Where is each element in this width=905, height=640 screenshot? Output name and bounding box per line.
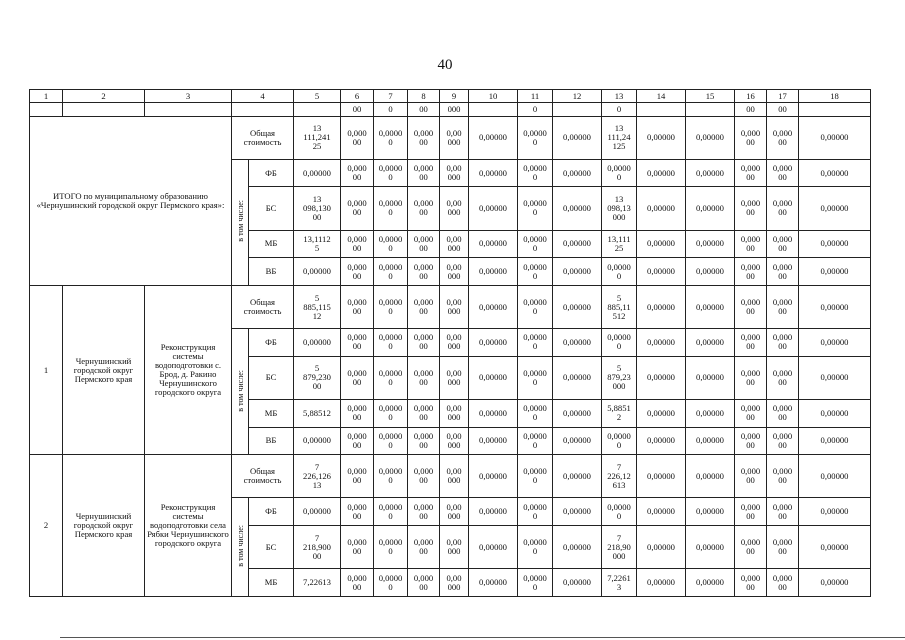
value-cell: 0,00000 [637,356,686,399]
object-name: Реконструкция системы водоподготовки с. Брод, д. Ракино Чернушинского городского округа [145,285,232,454]
including-text: в том числе: [235,525,245,568]
value-cell: 0,00000 [799,258,871,286]
value-cell: 0,00000 [553,116,602,159]
value-cell: 0,00000 [469,569,518,597]
value-cell: 0,00000 [799,526,871,569]
value-cell: 0,000 00 [767,455,799,498]
carry-cell [232,103,294,116]
header-col-5: 5 [294,90,341,103]
value-cell: 0,0000 0 [518,329,553,357]
value-cell: 0,00000 [799,285,871,328]
value-cell: 0,000 00 [341,329,374,357]
carry-cell: 00 [341,103,374,116]
value-cell: 0,0000 0 [518,356,553,399]
row-label: БС [249,187,294,230]
value-cell: 0,00000 [686,569,735,597]
value-cell: 0,000 00 [408,399,440,427]
value-cell: 0,000 00 [408,455,440,498]
header-col-1: 1 [30,90,63,103]
value-cell: 0,00000 [294,498,341,526]
value-cell: 0,00 000 [440,230,469,258]
value-cell: 0,00000 [637,187,686,230]
value-cell: 0,00000 [637,230,686,258]
header-col-12: 12 [553,90,602,103]
value-cell: 0,0000 0 [374,187,408,230]
value-cell: 0,00000 [799,498,871,526]
value-cell: 0,000 00 [735,526,767,569]
value-cell: 7 218,90 000 [602,526,637,569]
value-cell: 0,000 00 [341,285,374,328]
value-cell: 0,00000 [469,455,518,498]
value-cell: 0,000 00 [767,399,799,427]
value-cell: 7,2261 3 [602,569,637,597]
value-cell: 0,000 00 [767,526,799,569]
value-cell: 0,000 00 [735,399,767,427]
value-cell: 0,0000 0 [374,230,408,258]
value-cell: 5 885,11 512 [602,285,637,328]
row-label: ФБ [249,498,294,526]
value-cell: 0,000 00 [341,116,374,159]
value-cell: 0,00000 [799,329,871,357]
value-cell: 0,00 000 [440,427,469,455]
header-col-18: 18 [799,90,871,103]
value-cell: 0,0000 0 [374,285,408,328]
row-label: ФБ [249,159,294,187]
value-cell: 0,000 00 [735,230,767,258]
carry-cell: 0 [374,103,408,116]
value-cell: 0,0000 0 [518,455,553,498]
value-cell: 0,0000 0 [518,285,553,328]
value-cell: 0,000 00 [735,116,767,159]
value-cell: 0,000 00 [408,159,440,187]
value-cell: 0,000 00 [341,455,374,498]
value-cell: 5 885,115 12 [294,285,341,328]
value-cell: 0,00000 [469,498,518,526]
value-cell: 0,0000 0 [374,329,408,357]
value-cell: 0,0000 0 [374,526,408,569]
value-cell: 0,00000 [294,159,341,187]
value-cell: 0,00000 [553,526,602,569]
footer-rule [60,637,905,638]
value-cell: 0,00 000 [440,329,469,357]
value-cell: 0,000 00 [341,498,374,526]
value-cell: 0,000 00 [735,455,767,498]
budget-table [29,89,871,597]
carry-cell: 00 [408,103,440,116]
header-col-2: 2 [63,90,145,103]
value-cell: 0,00000 [553,230,602,258]
value-cell: 0,00000 [799,159,871,187]
value-cell: 0,000 00 [408,569,440,597]
value-cell: 0,0000 0 [518,230,553,258]
value-cell: 0,00 000 [440,399,469,427]
value-cell: 0,000 00 [341,159,374,187]
value-cell: 0,00000 [553,159,602,187]
value-cell: 0,00000 [469,159,518,187]
value-cell: 0,00000 [637,258,686,286]
value-cell: 0,00000 [553,329,602,357]
municipality-name: Чернушинский городской округ Пермского края [63,285,145,454]
page-number: 40 [437,57,453,73]
value-cell: 0,000 00 [341,569,374,597]
carry-cell [145,103,232,116]
value-cell: 0,00000 [799,356,871,399]
header-col-8: 8 [408,90,440,103]
value-cell: 0,00000 [553,285,602,328]
value-cell: 0,00000 [799,455,871,498]
value-cell: 0,000 00 [735,356,767,399]
header-col-17: 17 [767,90,799,103]
header-col-4: 4 [232,90,294,103]
value-cell: 0,00000 [294,427,341,455]
header-col-11: 11 [518,90,553,103]
value-cell: 0,0000 0 [518,116,553,159]
value-cell: 0,00000 [553,455,602,498]
value-cell: 0,0000 0 [374,159,408,187]
value-cell: 0,00000 [637,455,686,498]
value-cell: 0,000 00 [767,356,799,399]
carry-cell [686,103,735,116]
value-cell: 0,00000 [294,329,341,357]
header-col-13: 13 [602,90,637,103]
table-row [30,285,871,328]
value-cell: 0,0000 0 [518,526,553,569]
carry-cell: 0 [518,103,553,116]
value-cell: 13 098,13 000 [602,187,637,230]
carry-cell [637,103,686,116]
value-cell: 0,00000 [799,230,871,258]
value-cell: 0,000 00 [408,116,440,159]
value-cell: 0,00000 [553,356,602,399]
value-cell: 7 218,900 00 [294,526,341,569]
value-cell: 0,0000 0 [602,427,637,455]
value-cell: 7,22613 [294,569,341,597]
carry-cell [553,103,602,116]
value-cell: 0,00000 [469,329,518,357]
row-label-total: Общая стоимость [232,116,294,159]
header-col-16: 16 [735,90,767,103]
value-cell: 0,00000 [686,116,735,159]
value-cell: 0,00000 [799,116,871,159]
carry-cell [469,103,518,116]
value-cell: 13 111,24 125 [602,116,637,159]
carry-cell [799,103,871,116]
total-label: ИТОГО по муниципальному образованию «Чернушинский городской округ Пермского края»: [30,116,232,285]
value-cell: 0,000 00 [735,159,767,187]
value-cell: 0,0000 0 [518,498,553,526]
value-cell: 0,00000 [553,187,602,230]
value-cell: 0,00000 [637,399,686,427]
value-cell: 0,000 00 [341,526,374,569]
value-cell: 0,000 00 [767,285,799,328]
value-cell: 0,000 00 [408,427,440,455]
value-cell: 0,00000 [686,285,735,328]
municipality-name: Чернушинский городской округ Пермского края [63,455,145,597]
value-cell: 0,000 00 [735,569,767,597]
value-cell: 0,000 00 [767,498,799,526]
value-cell: 0,000 00 [408,526,440,569]
value-cell: 0,0000 0 [374,399,408,427]
value-cell: 5,88512 [294,399,341,427]
value-cell: 0,000 00 [735,285,767,328]
value-cell: 0,000 00 [408,230,440,258]
value-cell: 0,00 000 [440,187,469,230]
row-label-total: Общая стоимость [232,455,294,498]
header-col-6: 6 [341,90,374,103]
row-label-total: Общая стоимость [232,285,294,328]
header-col-15: 15 [686,90,735,103]
including-vertical-label [232,498,249,597]
value-cell: 0,00000 [469,399,518,427]
value-cell: 0,00000 [799,187,871,230]
value-cell: 0,00000 [686,399,735,427]
value-cell: 5 879,23 000 [602,356,637,399]
value-cell: 0,00000 [686,159,735,187]
value-cell: 0,00000 [637,116,686,159]
value-cell: 0,0000 0 [518,258,553,286]
carry-cell: 00 [735,103,767,116]
including-text: в том числе: [235,200,245,243]
value-cell: 0,000 00 [735,258,767,286]
value-cell: 0,00 000 [440,526,469,569]
value-cell: 0,00000 [686,526,735,569]
header-col-7: 7 [374,90,408,103]
value-cell: 0,0000 0 [602,498,637,526]
value-cell: 0,00000 [686,427,735,455]
value-cell: 0,000 00 [341,427,374,455]
value-cell: 0,00000 [469,526,518,569]
row-label: МБ [249,569,294,597]
value-cell: 0,000 00 [767,258,799,286]
header-row [30,90,871,103]
including-text: в том числе: [235,369,245,412]
value-cell: 0,000 00 [408,498,440,526]
value-cell: 13,1112 5 [294,230,341,258]
value-cell: 0,00 000 [440,159,469,187]
value-cell: 0,00000 [553,427,602,455]
table-row [30,455,871,498]
value-cell: 0,00000 [553,399,602,427]
value-cell: 0,000 00 [408,329,440,357]
value-cell: 0,00000 [469,230,518,258]
value-cell: 0,00000 [469,356,518,399]
carry-cell: 00 [767,103,799,116]
value-cell: 0,000 00 [767,230,799,258]
value-cell: 0,00 000 [440,498,469,526]
value-cell: 0,0000 0 [518,569,553,597]
value-cell: 0,00000 [637,285,686,328]
value-cell: 0,00000 [294,258,341,286]
value-cell: 0,0000 0 [374,455,408,498]
value-cell: 13 111,241 25 [294,116,341,159]
value-cell: 0,0000 0 [374,356,408,399]
value-cell: 0,0000 0 [518,427,553,455]
value-cell: 0,000 00 [408,356,440,399]
value-cell: 0,00 000 [440,569,469,597]
value-cell: 0,000 00 [735,329,767,357]
row-label: БС [249,356,294,399]
header-col-10: 10 [469,90,518,103]
row-number: 2 [30,455,63,597]
including-vertical-label [232,329,249,455]
header-col-3: 3 [145,90,232,103]
value-cell: 0,00 000 [440,116,469,159]
value-cell: 0,00000 [637,526,686,569]
value-cell: 0,00000 [637,498,686,526]
value-cell: 0,0000 0 [374,427,408,455]
value-cell: 0,00000 [686,455,735,498]
carry-cell [63,103,145,116]
value-cell: 0,0000 0 [374,569,408,597]
row-label: ВБ [249,258,294,286]
value-cell: 0,00 000 [440,455,469,498]
value-cell: 0,00000 [637,329,686,357]
value-cell: 0,000 00 [341,399,374,427]
value-cell: 5,8851 2 [602,399,637,427]
row-label: ВБ [249,427,294,455]
value-cell: 0,00000 [469,258,518,286]
value-cell: 5 879,230 00 [294,356,341,399]
value-cell: 0,00000 [686,230,735,258]
value-cell: 0,00000 [686,329,735,357]
row-label: МБ [249,230,294,258]
value-cell: 0,0000 0 [374,116,408,159]
value-cell: 0,0000 0 [518,187,553,230]
value-cell: 0,000 00 [767,187,799,230]
value-cell: 0,00000 [469,187,518,230]
value-cell: 0,000 00 [735,187,767,230]
value-cell: 0,00000 [799,569,871,597]
value-cell: 0,00000 [469,427,518,455]
value-cell: 0,000 00 [341,187,374,230]
value-cell: 0,000 00 [341,230,374,258]
value-cell: 7 226,126 13 [294,455,341,498]
value-cell: 0,00000 [686,258,735,286]
carry-cell [30,103,63,116]
value-cell: 0,00000 [686,498,735,526]
value-cell: 0,00000 [553,569,602,597]
value-cell: 0,0000 0 [518,399,553,427]
value-cell: 0,000 00 [735,427,767,455]
value-cell: 0,000 00 [408,285,440,328]
carry-cell [294,103,341,116]
value-cell: 0,0000 0 [374,258,408,286]
header-col-9: 9 [440,90,469,103]
value-cell: 0,00 000 [440,258,469,286]
value-cell: 0,0000 0 [602,258,637,286]
value-cell: 0,00000 [553,258,602,286]
including-vertical-label [232,159,249,285]
value-cell: 0,00000 [686,356,735,399]
value-cell: 7 226,12 613 [602,455,637,498]
value-cell: 0,000 00 [767,159,799,187]
value-cell: 13,111 25 [602,230,637,258]
carry-cell: 0 [602,103,637,116]
value-cell: 0,000 00 [341,258,374,286]
value-cell: 0,00000 [637,569,686,597]
value-cell: 0,000 00 [767,569,799,597]
header-col-14: 14 [637,90,686,103]
table-row [30,116,871,159]
value-cell: 13 098,130 00 [294,187,341,230]
value-cell: 0,00000 [637,427,686,455]
carry-cell: 000 [440,103,469,116]
value-cell: 0,0000 0 [602,329,637,357]
value-cell: 0,0000 0 [374,498,408,526]
value-cell: 0,00000 [469,285,518,328]
value-cell: 0,000 00 [767,427,799,455]
row-label: МБ [249,399,294,427]
value-cell: 0,00000 [686,187,735,230]
value-cell: 0,00 000 [440,285,469,328]
object-name: Реконструкция системы водоподготовки села Рябки Чернушинского городского округа [145,455,232,597]
row-number: 1 [30,285,63,454]
value-cell: 0,0000 0 [602,159,637,187]
value-cell: 0,000 00 [408,258,440,286]
row-label: БС [249,526,294,569]
value-cell: 0,000 00 [341,356,374,399]
value-cell: 0,00000 [637,159,686,187]
carry-row [30,103,871,116]
value-cell: 0,0000 0 [518,159,553,187]
value-cell: 0,00000 [553,498,602,526]
value-cell: 0,00000 [799,399,871,427]
value-cell: 0,000 00 [767,329,799,357]
value-cell: 0,000 00 [767,116,799,159]
value-cell: 0,00000 [799,427,871,455]
value-cell: 0,000 00 [735,498,767,526]
value-cell: 0,000 00 [408,187,440,230]
value-cell: 0,00000 [469,116,518,159]
row-label: ФБ [249,329,294,357]
value-cell: 0,00 000 [440,356,469,399]
